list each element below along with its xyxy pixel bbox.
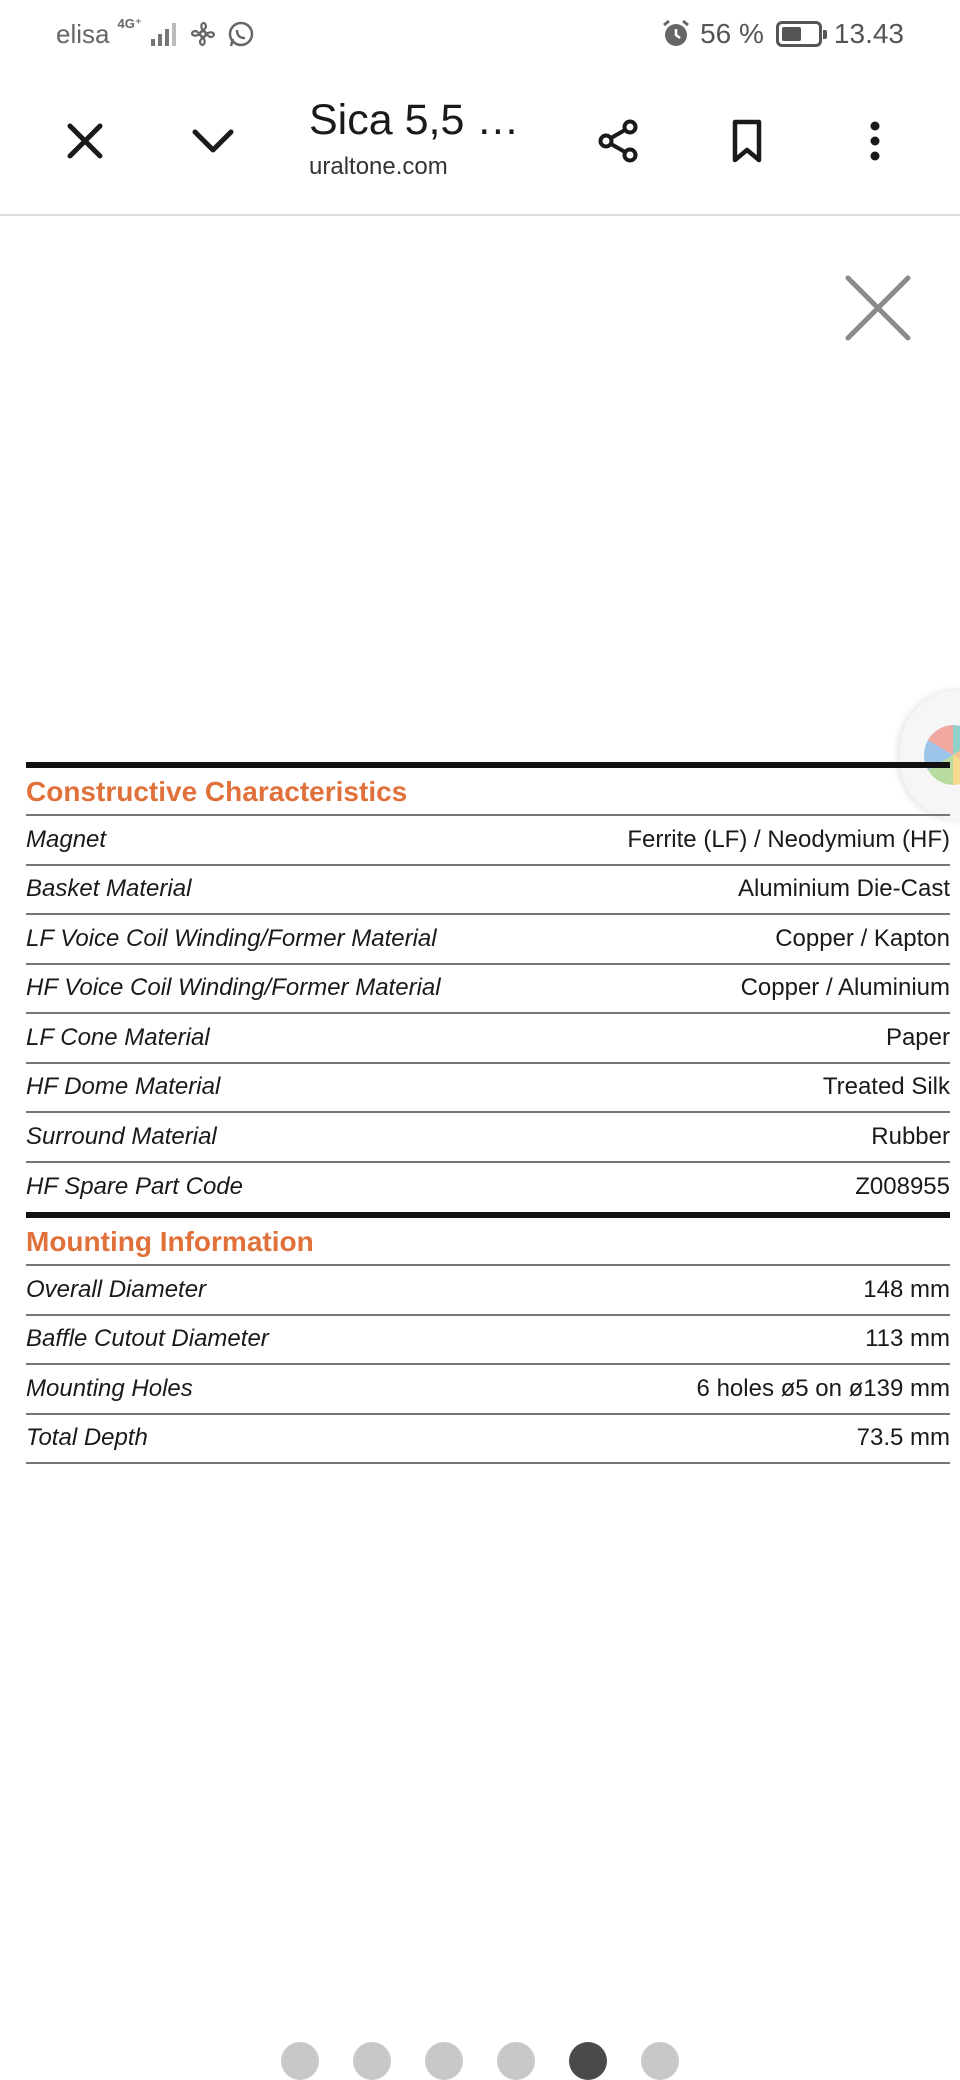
row-label: Total Depth xyxy=(26,1424,148,1452)
alarm-icon xyxy=(660,18,692,50)
section-constructive xyxy=(26,762,950,1212)
table-row xyxy=(26,1415,950,1465)
share-icon xyxy=(596,118,642,164)
bookmark-icon xyxy=(724,118,770,164)
row-value: Z008955 xyxy=(855,1173,950,1201)
page-dot[interactable] xyxy=(497,2042,535,2080)
row-value: Paper xyxy=(885,1023,950,1051)
row-value: 148 mm xyxy=(863,1275,950,1303)
battery-fill xyxy=(782,27,801,41)
status-bar xyxy=(0,0,960,68)
table-row xyxy=(26,1266,950,1316)
row-label: Basket Material xyxy=(26,875,192,903)
close-button[interactable] xyxy=(50,106,120,176)
image-pagination xyxy=(0,2042,960,2080)
table-row xyxy=(26,1316,950,1366)
page-title-area[interactable] xyxy=(309,96,559,181)
network-type: 4G⁺ xyxy=(117,16,142,31)
page-url: uraltone.com xyxy=(309,153,448,180)
row-value: Copper / Kapton xyxy=(775,924,950,952)
clock: 13.43 xyxy=(833,18,904,49)
more-vert-icon xyxy=(852,118,898,164)
table-row xyxy=(26,1014,950,1064)
table-row xyxy=(26,1163,950,1213)
row-value: Aluminium Die-Cast xyxy=(737,875,950,903)
page-dot[interactable] xyxy=(281,2042,319,2080)
row-value: 73.5 mm xyxy=(856,1424,950,1452)
minimize-button[interactable] xyxy=(178,106,248,176)
battery-icon xyxy=(776,21,822,47)
row-value: Rubber xyxy=(871,1122,950,1150)
table-row xyxy=(26,965,950,1015)
signal-icon xyxy=(150,21,180,47)
row-label: Magnet xyxy=(26,825,107,853)
table-row xyxy=(26,866,950,916)
fan-icon xyxy=(188,19,218,49)
bookmark-button[interactable] xyxy=(712,106,782,176)
section-mounting xyxy=(26,1212,950,1464)
row-value: Treated Silk xyxy=(822,1073,950,1101)
row-value: 113 mm xyxy=(865,1325,950,1353)
row-label: LF Voice Coil Winding/Former Material xyxy=(26,924,437,952)
close-icon xyxy=(842,272,914,344)
row-label: Surround Material xyxy=(26,1122,217,1150)
section-title: Constructive Characteristics xyxy=(26,762,950,816)
page-dot[interactable] xyxy=(425,2042,463,2080)
whatsapp-icon xyxy=(226,19,256,49)
row-label: HF Dome Material xyxy=(26,1073,221,1101)
row-label: HF Spare Part Code xyxy=(26,1173,243,1201)
table-row xyxy=(26,816,950,866)
custom-tab-toolbar xyxy=(0,68,960,216)
page-dot[interactable] xyxy=(641,2042,679,2080)
row-value: Ferrite (LF) / Neodymium (HF) xyxy=(627,825,950,853)
carrier-name: elisa xyxy=(56,18,110,49)
table-row xyxy=(26,1064,950,1114)
section-title: Mounting Information xyxy=(26,1212,950,1266)
table-row xyxy=(26,1365,950,1415)
chevron-down-icon xyxy=(190,118,236,164)
more-options-button[interactable] xyxy=(840,106,910,176)
spec-table xyxy=(26,762,950,1464)
table-row xyxy=(26,1113,950,1163)
page-dot-active[interactable] xyxy=(569,2042,607,2080)
row-label: LF Cone Material xyxy=(26,1023,210,1051)
row-label: Overall Diameter xyxy=(26,1275,207,1303)
page-dot[interactable] xyxy=(353,2042,391,2080)
battery-percent: 56 % xyxy=(700,18,764,49)
row-label: Mounting Holes xyxy=(26,1374,193,1402)
share-button[interactable] xyxy=(584,106,654,176)
row-value: Copper / Aluminium xyxy=(740,974,950,1002)
row-value: 6 holes ø5 on ø139 mm xyxy=(696,1374,950,1402)
status-left xyxy=(56,16,256,50)
page-title: Sica 5,5 … xyxy=(309,96,520,144)
status-right xyxy=(660,18,904,50)
image-viewer-close-button[interactable] xyxy=(842,272,914,344)
table-row xyxy=(26,915,950,965)
row-label: HF Voice Coil Winding/Former Material xyxy=(26,974,441,1002)
close-icon xyxy=(62,118,108,164)
row-label: Baffle Cutout Diameter xyxy=(26,1325,269,1353)
